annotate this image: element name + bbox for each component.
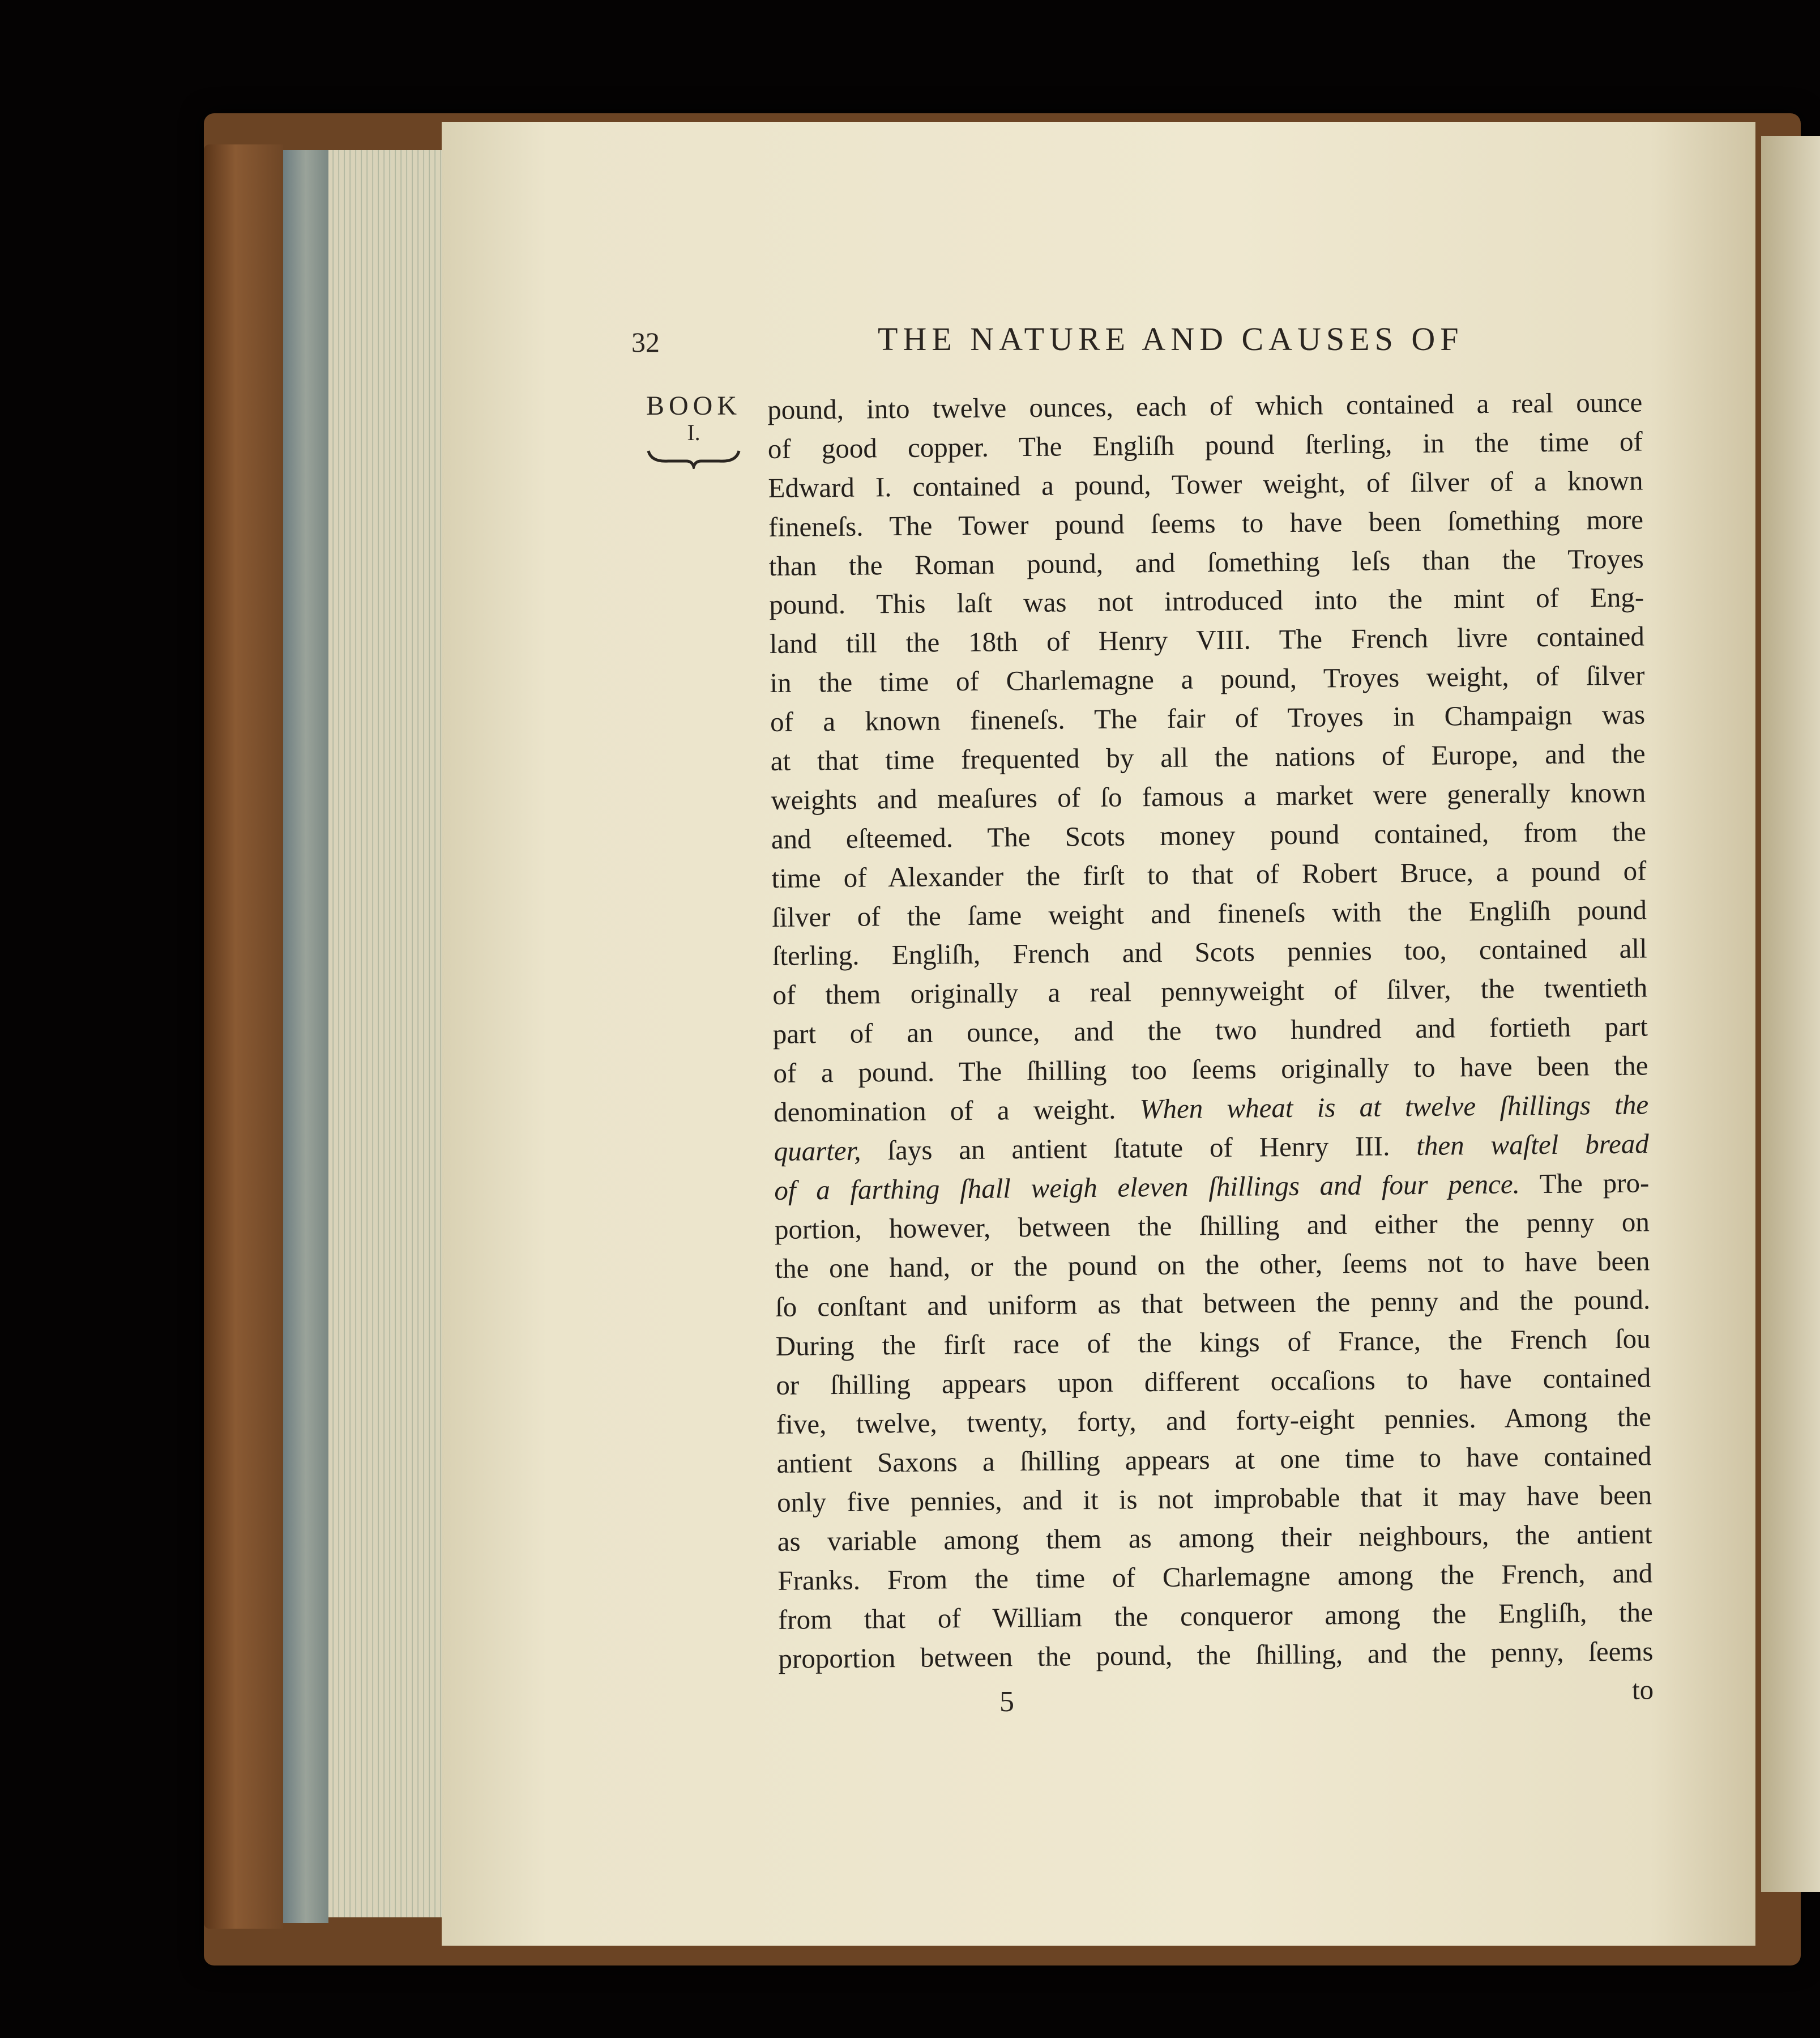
page-edges — [328, 150, 447, 1917]
line-text: portion, however, between the ſhilling and either the penny on — [774, 1206, 1650, 1245]
text-line — [768, 461, 1643, 508]
line-text: only five pennies, and it is not improbable that it may have been — [776, 1479, 1652, 1518]
line-text: During the firſt race of the kings of France, the French ſou — [775, 1323, 1651, 1362]
line-text: The pro- — [1539, 1167, 1650, 1199]
line-text: the one hand, or the pound on the other, ſeems not to have been — [775, 1245, 1650, 1284]
line-text: denomination of a weight. — [773, 1093, 1116, 1128]
text-line — [777, 1554, 1653, 1600]
line-text: to — [1631, 1674, 1654, 1706]
line-text: ſays an antient ſtatute of Henry III. — [887, 1130, 1390, 1166]
italic-text: When wheat is at twelve ſhillings the — [1139, 1089, 1649, 1125]
line-text: as variable among them as among their neighbours, the antient — [777, 1518, 1652, 1557]
marbled-page-edge — [283, 150, 328, 1923]
line-text: in the time of Charlemagne a pound, Troyes weight, of ſilver — [770, 659, 1645, 699]
line-text: of a known fineneſs. The fair of Troyes in Champaign was — [770, 698, 1646, 738]
signature-mark: 5 — [999, 1686, 1014, 1718]
text-line — [775, 1203, 1650, 1249]
text-line — [774, 1124, 1649, 1171]
line-text: antient Saxons a ſhilling appears at one time to have contained — [776, 1440, 1652, 1479]
text-line — [771, 812, 1647, 859]
text-line — [771, 851, 1647, 898]
text-line — [768, 422, 1643, 468]
text-line — [779, 1671, 1654, 1717]
facing-page-edge — [1761, 136, 1820, 1892]
brace-ornament — [646, 446, 742, 469]
line-text: pound. This laſt was not introduced into the mint of Eng- — [769, 581, 1644, 621]
line-text: pound, into twelve ounces, each of which contained a real ounce — [767, 386, 1643, 425]
line-text: five, twelve, twenty, forty, and forty-eight pennies. Among the — [776, 1401, 1652, 1440]
text-line — [778, 1632, 1654, 1678]
line-text: Franks. From the time of Charlemagne among the French, and — [777, 1557, 1653, 1596]
line-text: land till the 18th of Henry VIII. The French livre contained — [769, 620, 1645, 660]
line-text: proportion between the pound, the ſhilling, and the penny, ſeems — [778, 1635, 1654, 1674]
margin-book-label: BOOK — [646, 391, 741, 421]
italic-text: then waſtel bread — [1416, 1128, 1649, 1161]
line-text: ſterling. Engliſh, French and Scots pennies too, contained all — [772, 932, 1647, 972]
line-text: from that of William the conqueror among the Engliſh, the — [777, 1596, 1654, 1635]
page-number: 32 — [631, 326, 660, 358]
line-text: part of an ounce, and the two hundred and fortieth part — [772, 1011, 1648, 1050]
line-text: Edward I. contained a pound, Tower weight, of ſilver of a known — [768, 464, 1643, 504]
line-text: of them originally a real pennyweight of ſilver, the twentieth — [772, 971, 1648, 1011]
line-text: and eſteemed. The Scots money pound contained, from the — [771, 816, 1647, 855]
line-text: time of Alexander the firſt to that of Robert Bruce, a pound of — [771, 855, 1647, 894]
text-line — [777, 1515, 1652, 1561]
line-text: than the Roman pound, and ſomething leſs than the Troyes — [768, 543, 1644, 582]
line-text: weights and meaſures of ſo famous a market were generally known — [771, 777, 1646, 816]
line-text: fineneſs. The Tower pound ſeems to have been ſomething more — [768, 504, 1644, 543]
line-text: or ſhilling appears upon different occaſions to have contained — [776, 1362, 1651, 1401]
line-text: ſo conſtant and uniform as that between the penny and the pound. — [775, 1284, 1651, 1323]
margin-book-number: I. — [687, 420, 700, 445]
margin-note — [637, 391, 750, 469]
leather-cover-edge — [204, 144, 283, 1929]
italic-text: quarter, — [774, 1135, 861, 1167]
text-line — [774, 1163, 1650, 1210]
text-line — [768, 500, 1644, 547]
text-line — [778, 1593, 1654, 1639]
text-line — [771, 773, 1646, 820]
line-text: of good copper. The Engliſh pound ſterling, in the time of — [767, 425, 1643, 464]
line-text: of a pound. The ſhilling too ſeems originally to have been the — [773, 1050, 1648, 1089]
line-text: ſilver of the ſame weight and fineneſs with the Engliſh pound — [771, 894, 1647, 933]
body-text — [767, 383, 1654, 1718]
running-title: THE NATURE AND CAUSES OF — [878, 321, 1464, 357]
line-text: at that time frequented by all the nations of Europe, and the — [770, 737, 1646, 777]
text-line — [777, 1476, 1652, 1522]
page-header — [631, 320, 1707, 371]
italic-text: of a farthing ſhall weigh eleven ſhillings and four pence. — [774, 1168, 1520, 1206]
